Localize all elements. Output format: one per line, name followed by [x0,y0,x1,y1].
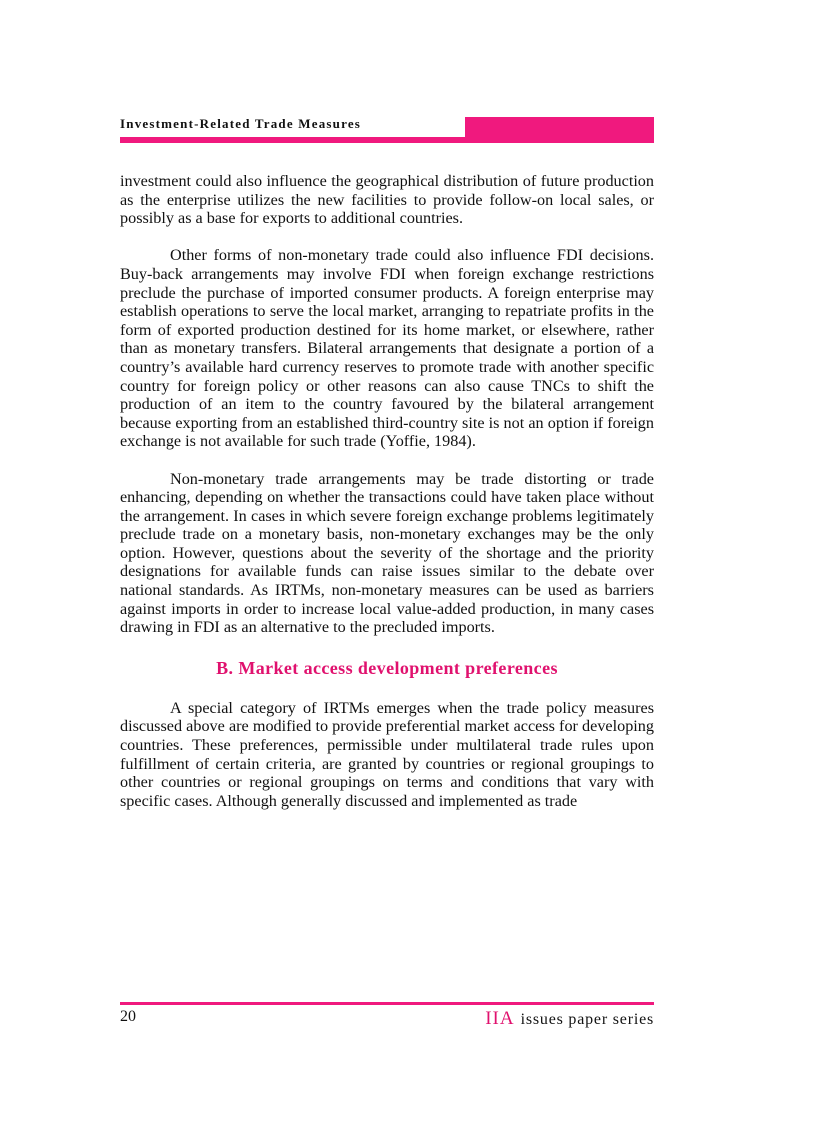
page-number: 20 [120,1008,136,1025]
header-rule [120,137,654,143]
running-header-title: Investment-Related Trade Measures [120,116,362,131]
footer-rule [120,1002,654,1005]
series-label-prefix: IIA [485,1008,515,1029]
section-heading: B. Market access development preferences [216,657,558,678]
running-footer [120,1002,654,1036]
series-label-suffix: issues paper series [520,1011,654,1028]
paragraph-continuation: investment could also influence the geographical distribution of future production as the enterprise utilizes the new facilities to provide follow-on local sales, or possibly as a base for exports to additional countries. [120,172,654,228]
paragraph-preferences: A special category of IRTMs emerges when the trade policy measures discussed above are modified to provide preferential market access for developing countries. These preferences, permissible under multilateral trade rules upon fulfillment of certain criteria, are granted by countries or regional groupings to other countries or regional groupings on terms and conditions that vary with specific cases. Although generally discussed and implemented as trade [120,698,654,810]
running-header [120,114,654,148]
page-body [120,172,654,810]
paragraph-non-monetary-trade: Other forms of non-monetary trade could also influence FDI decisions. Buy-back arrangements may involve FDI when foreign exchange restrictions preclude the purchase of imported consumer products. A foreign enterprise may establish operations to serve the local market, arranging to repatriate profits in the form of exported production destined for its home market, or elsewhere, rather than as monetary transfers. Bilateral arrangements that designate a portion of a country’s available hard currency reserves to promote trade with another specific country for foreign policy or other reasons can also cause TNCs to shift the production of an item to the country favoured by the bilateral arrangement because exporting from an established third-country site is not an option if foreign exchange is not available for such trade (Yoffie, 1984). [120,246,654,451]
series-label [485,1008,654,1030]
paragraph-trade-distorting: Non-monetary trade arrangements may be trade distorting or trade enhancing, depending on whether the transactions could have taken place without the arrangement. In cases in which severe foreign exchange problems legitimately preclude trade on a monetary basis, non-monetary exchanges may be the only option. However, questions about the severity of the shortage and the priority designations for available funds can raise issues similar to the debate over national standards. As IRTMs, non-monetary measures can be used as barriers against imports in order to increase local value-added production, in many cases drawing in FDI as an alternative to the precluded imports. [120,469,654,637]
